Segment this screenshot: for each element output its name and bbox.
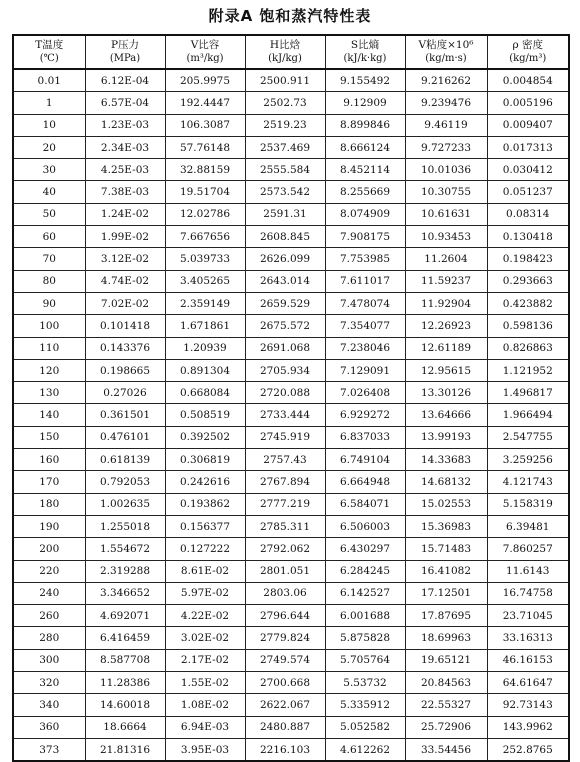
table-cell: 11.59237 [405,270,487,292]
table-cell: 21.81316 [85,738,165,761]
table-cell: 3.259256 [487,449,569,471]
table-cell: 1.966494 [487,404,569,426]
table-cell: 7.860257 [487,538,569,560]
table-cell: 18.6664 [85,716,165,738]
table-cell: 252.8765 [487,738,569,761]
table-cell: 1.55E-02 [165,672,245,694]
table-cell: 80 [13,270,85,292]
header-unit: (kJ/k·kg) [343,53,387,64]
table-cell: 0.476101 [85,426,165,448]
table-cell: 120 [13,359,85,381]
col-header-specific-volume [165,35,245,69]
table-cell: 6.94E-03 [165,716,245,738]
table-cell: 19.51704 [165,181,245,203]
table-cell: 22.55327 [405,694,487,716]
table-cell: 180 [13,493,85,515]
table-cell: 8.255669 [325,181,405,203]
table-cell: 5.705764 [325,649,405,671]
table-row [13,582,569,604]
table-cell: 7.02E-02 [85,292,165,314]
table-cell: 6.664948 [325,471,405,493]
table-cell: 1.002635 [85,493,165,515]
table-cell: 0.392502 [165,426,245,448]
table-cell: 6.12E-04 [85,69,165,92]
table-cell: 20.84563 [405,672,487,694]
table-cell: 0.508519 [165,404,245,426]
table-cell: 7.753985 [325,248,405,270]
table-cell: 3.346652 [85,582,165,604]
table-cell: 205.9975 [165,69,245,92]
table-cell: 2622.067 [245,694,325,716]
table-row [13,92,569,114]
table-cell: 11.2604 [405,248,487,270]
table-cell: 0.193862 [165,493,245,515]
header-unit: (m³/kg) [186,53,224,64]
table-cell: 5.158319 [487,493,569,515]
table-cell: 2659.529 [245,292,325,314]
table-cell: 0.826863 [487,337,569,359]
table-cell: 23.71045 [487,605,569,627]
table-row [13,426,569,448]
header-unit: (kg/m³) [509,53,547,64]
table-cell: 9.12909 [325,92,405,114]
table-cell: 10.93453 [405,226,487,248]
table-cell: 2.34E-03 [85,136,165,158]
table-cell: 2500.911 [245,69,325,92]
table-cell: 12.95615 [405,359,487,381]
table-cell: 0.27026 [85,382,165,404]
table-cell: 1.08E-02 [165,694,245,716]
table-cell: 11.92904 [405,292,487,314]
table-cell: 9.727233 [405,136,487,158]
table-cell: 170 [13,471,85,493]
table-cell: 0.198423 [487,248,569,270]
table-cell: 106.3087 [165,114,245,136]
table-cell: 5.039733 [165,248,245,270]
table-cell: 2803.06 [245,582,325,604]
table-cell: 1.24E-02 [85,203,165,225]
table-cell: 1.23E-03 [85,114,165,136]
table-cell: 18.69963 [405,627,487,649]
table-cell: 0.130418 [487,226,569,248]
table-row [13,382,569,404]
table-cell: 0.668084 [165,382,245,404]
table-cell: 7.478074 [325,292,405,314]
table-cell: 2591.31 [245,203,325,225]
table-cell: 2.547755 [487,426,569,448]
table-cell: 14.68132 [405,471,487,493]
table-cell: 0.198665 [85,359,165,381]
table-body [13,69,569,761]
table-cell: 7.611017 [325,270,405,292]
col-header-temperature [13,35,85,69]
table-cell: 0.051237 [487,181,569,203]
table-cell: 6.837033 [325,426,405,448]
table-row [13,315,569,337]
table-cell: 8.587708 [85,649,165,671]
table-cell: 2573.542 [245,181,325,203]
table-cell: 2777.219 [245,493,325,515]
table-row [13,270,569,292]
table-cell: 60 [13,226,85,248]
table-cell: 0.306819 [165,449,245,471]
table-cell: 9.239476 [405,92,487,114]
table-cell: 2767.894 [245,471,325,493]
table-cell: 33.54456 [405,738,487,761]
table-cell: 0.01 [13,69,85,92]
table-cell: 1.99E-02 [85,226,165,248]
table-cell: 16.41082 [405,560,487,582]
table-cell: 40 [13,181,85,203]
table-cell: 10.61631 [405,203,487,225]
table-row [13,69,569,92]
table-cell: 17.12501 [405,582,487,604]
table-cell: 8.61E-02 [165,560,245,582]
header-unit: (℃) [39,53,59,64]
table-row [13,605,569,627]
table-cell: 9.46119 [405,114,487,136]
table-cell: 7.026408 [325,382,405,404]
table-cell: 143.9962 [487,716,569,738]
table-cell: 2643.014 [245,270,325,292]
table-cell: 9.155492 [325,69,405,92]
table-cell: 4.612262 [325,738,405,761]
table-cell: 12.26923 [405,315,487,337]
table-cell: 0.891304 [165,359,245,381]
table-cell: 190 [13,515,85,537]
table-cell: 12.02786 [165,203,245,225]
table-cell: 110 [13,337,85,359]
table-row [13,515,569,537]
table-cell: 6.506003 [325,515,405,537]
table-cell: 2700.668 [245,672,325,694]
table-cell: 11.6143 [487,560,569,582]
table-row [13,649,569,671]
table-cell: 360 [13,716,85,738]
table-row [13,449,569,471]
table-cell: 8.074909 [325,203,405,225]
col-header-pressure [85,35,165,69]
table-cell: 2608.845 [245,226,325,248]
table-cell: 3.405265 [165,270,245,292]
table-cell: 1.671861 [165,315,245,337]
table-cell: 2.359149 [165,292,245,314]
table-cell: 1 [13,92,85,114]
table-cell: 2785.311 [245,515,325,537]
table-cell: 8.452114 [325,159,405,181]
table-row [13,159,569,181]
table-cell: 33.16313 [487,627,569,649]
table-cell: 9.216262 [405,69,487,92]
table-cell: 50 [13,203,85,225]
table-cell: 4.22E-02 [165,605,245,627]
table-cell: 1.255018 [85,515,165,537]
table-cell: 280 [13,627,85,649]
table-cell: 5.335912 [325,694,405,716]
table-cell: 0.143376 [85,337,165,359]
table-cell: 0.792053 [85,471,165,493]
table-cell: 6.929272 [325,404,405,426]
table-cell: 0.618139 [85,449,165,471]
table-cell: 2.17E-02 [165,649,245,671]
header-name: P压力 [110,39,140,51]
table-cell: 140 [13,404,85,426]
table-row [13,471,569,493]
table-cell: 8.666124 [325,136,405,158]
table-cell: 11.28386 [85,672,165,694]
table-cell: 4.25E-03 [85,159,165,181]
table-row [13,203,569,225]
table-cell: 0.101418 [85,315,165,337]
table-cell: 13.30126 [405,382,487,404]
table-cell: 46.16153 [487,649,569,671]
table-row [13,404,569,426]
table-cell: 2626.099 [245,248,325,270]
table-cell: 15.71483 [405,538,487,560]
table-cell: 13.64666 [405,404,487,426]
table-cell: 0.030412 [487,159,569,181]
table-cell: 0.004854 [487,69,569,92]
table-cell: 7.38E-03 [85,181,165,203]
table-cell: 6.584071 [325,493,405,515]
table-cell: 2691.068 [245,337,325,359]
table-cell: 7.129091 [325,359,405,381]
header-name: S比熵 [350,39,380,51]
table-cell: 6.749104 [325,449,405,471]
table-cell: 7.354077 [325,315,405,337]
table-cell: 20 [13,136,85,158]
table-cell: 14.60018 [85,694,165,716]
table-row [13,136,569,158]
table-cell: 2502.73 [245,92,325,114]
table-cell: 1.554672 [85,538,165,560]
header-unit: (MPa) [109,53,141,64]
table-cell: 2720.088 [245,382,325,404]
table-cell: 3.12E-02 [85,248,165,270]
table-cell: 14.33683 [405,449,487,471]
table-cell: 57.76148 [165,136,245,158]
table-row [13,359,569,381]
table-cell: 6.57E-04 [85,92,165,114]
table-cell: 6.416459 [85,627,165,649]
table-cell: 340 [13,694,85,716]
header-name: T温度 [35,39,64,51]
header-name: V粘度×10⁶ [418,39,474,51]
table-cell: 0.08314 [487,203,569,225]
table-row [13,337,569,359]
table-cell: 320 [13,672,85,694]
table-cell: 200 [13,538,85,560]
table-cell: 130 [13,382,85,404]
table-row [13,114,569,136]
header-name: V比容 [190,39,220,51]
table-cell: 0.361501 [85,404,165,426]
table-row [13,627,569,649]
table-cell: 373 [13,738,85,761]
table-cell: 2796.644 [245,605,325,627]
table-cell: 15.36983 [405,515,487,537]
table-cell: 2480.887 [245,716,325,738]
table-cell: 0.009407 [487,114,569,136]
table-cell: 4.74E-02 [85,270,165,292]
table-cell: 8.899846 [325,114,405,136]
table-row [13,538,569,560]
table-cell: 3.95E-03 [165,738,245,761]
table-cell: 6.284245 [325,560,405,582]
table-cell: 5.53732 [325,672,405,694]
col-header-enthalpy [245,35,325,69]
col-header-viscosity [405,35,487,69]
table-row [13,181,569,203]
table-cell: 2705.934 [245,359,325,381]
header-row [13,35,569,69]
table-cell: 0.005196 [487,92,569,114]
table-cell: 4.692071 [85,605,165,627]
header-name: H比焓 [269,39,301,51]
table-cell: 4.121743 [487,471,569,493]
table-cell: 300 [13,649,85,671]
table-cell: 0.293663 [487,270,569,292]
table-cell: 160 [13,449,85,471]
table-cell: 2675.572 [245,315,325,337]
page-title: 附录A 饱和蒸汽特性表 [208,7,372,25]
table-cell: 5.97E-02 [165,582,245,604]
table-cell: 5.052582 [325,716,405,738]
table-row [13,672,569,694]
saturated-steam-table [12,34,570,762]
table-cell: 10 [13,114,85,136]
table-cell: 2757.43 [245,449,325,471]
table-row [13,248,569,270]
header-unit: (kg/m·s) [425,53,467,64]
table-cell: 19.65121 [405,649,487,671]
header-name: ρ 密度 [512,39,543,51]
table-cell: 0.598136 [487,315,569,337]
table-cell: 1.496817 [487,382,569,404]
table-cell: 240 [13,582,85,604]
table-row [13,493,569,515]
table-cell: 17.87695 [405,605,487,627]
col-header-density [487,35,569,69]
table-cell: 5.875828 [325,627,405,649]
table-cell: 2537.469 [245,136,325,158]
table-cell: 13.99193 [405,426,487,448]
table-row [13,560,569,582]
table-cell: 10.30755 [405,181,487,203]
table-cell: 15.02553 [405,493,487,515]
table-row [13,716,569,738]
table-cell: 2.319288 [85,560,165,582]
table-cell: 2216.103 [245,738,325,761]
table-cell: 2555.584 [245,159,325,181]
table-cell: 2733.444 [245,404,325,426]
table-cell: 0.156377 [165,515,245,537]
table-cell: 2519.23 [245,114,325,136]
table-cell: 2749.574 [245,649,325,671]
table-cell: 64.61647 [487,672,569,694]
table-cell: 10.01036 [405,159,487,181]
table-cell: 32.88159 [165,159,245,181]
table-cell: 150 [13,426,85,448]
table-row [13,694,569,716]
table-cell: 6.39481 [487,515,569,537]
table-cell: 7.908175 [325,226,405,248]
table-cell: 0.017313 [487,136,569,158]
table-cell: 1.20939 [165,337,245,359]
table-row [13,292,569,314]
table-cell: 2779.824 [245,627,325,649]
col-header-entropy [325,35,405,69]
table-cell: 6.142527 [325,582,405,604]
table-cell: 260 [13,605,85,627]
table-cell: 1.121952 [487,359,569,381]
table-cell: 90 [13,292,85,314]
table-cell: 0.423882 [487,292,569,314]
table-cell: 6.001688 [325,605,405,627]
header-unit: (kJ/kg) [268,53,302,64]
table-cell: 2792.062 [245,538,325,560]
table-cell: 192.4447 [165,92,245,114]
table-cell: 2801.051 [245,560,325,582]
table-cell: 100 [13,315,85,337]
table-row [13,738,569,761]
table-cell: 25.72906 [405,716,487,738]
table-cell: 2745.919 [245,426,325,448]
table-cell: 220 [13,560,85,582]
table-cell: 30 [13,159,85,181]
table-cell: 7.667656 [165,226,245,248]
table-cell: 0.127222 [165,538,245,560]
table-cell: 7.238046 [325,337,405,359]
table-cell: 12.61189 [405,337,487,359]
table-cell: 16.74758 [487,582,569,604]
table-cell: 6.430297 [325,538,405,560]
table-cell: 92.73143 [487,694,569,716]
table-cell: 70 [13,248,85,270]
table-cell: 3.02E-02 [165,627,245,649]
table-row [13,226,569,248]
table-cell: 0.242616 [165,471,245,493]
